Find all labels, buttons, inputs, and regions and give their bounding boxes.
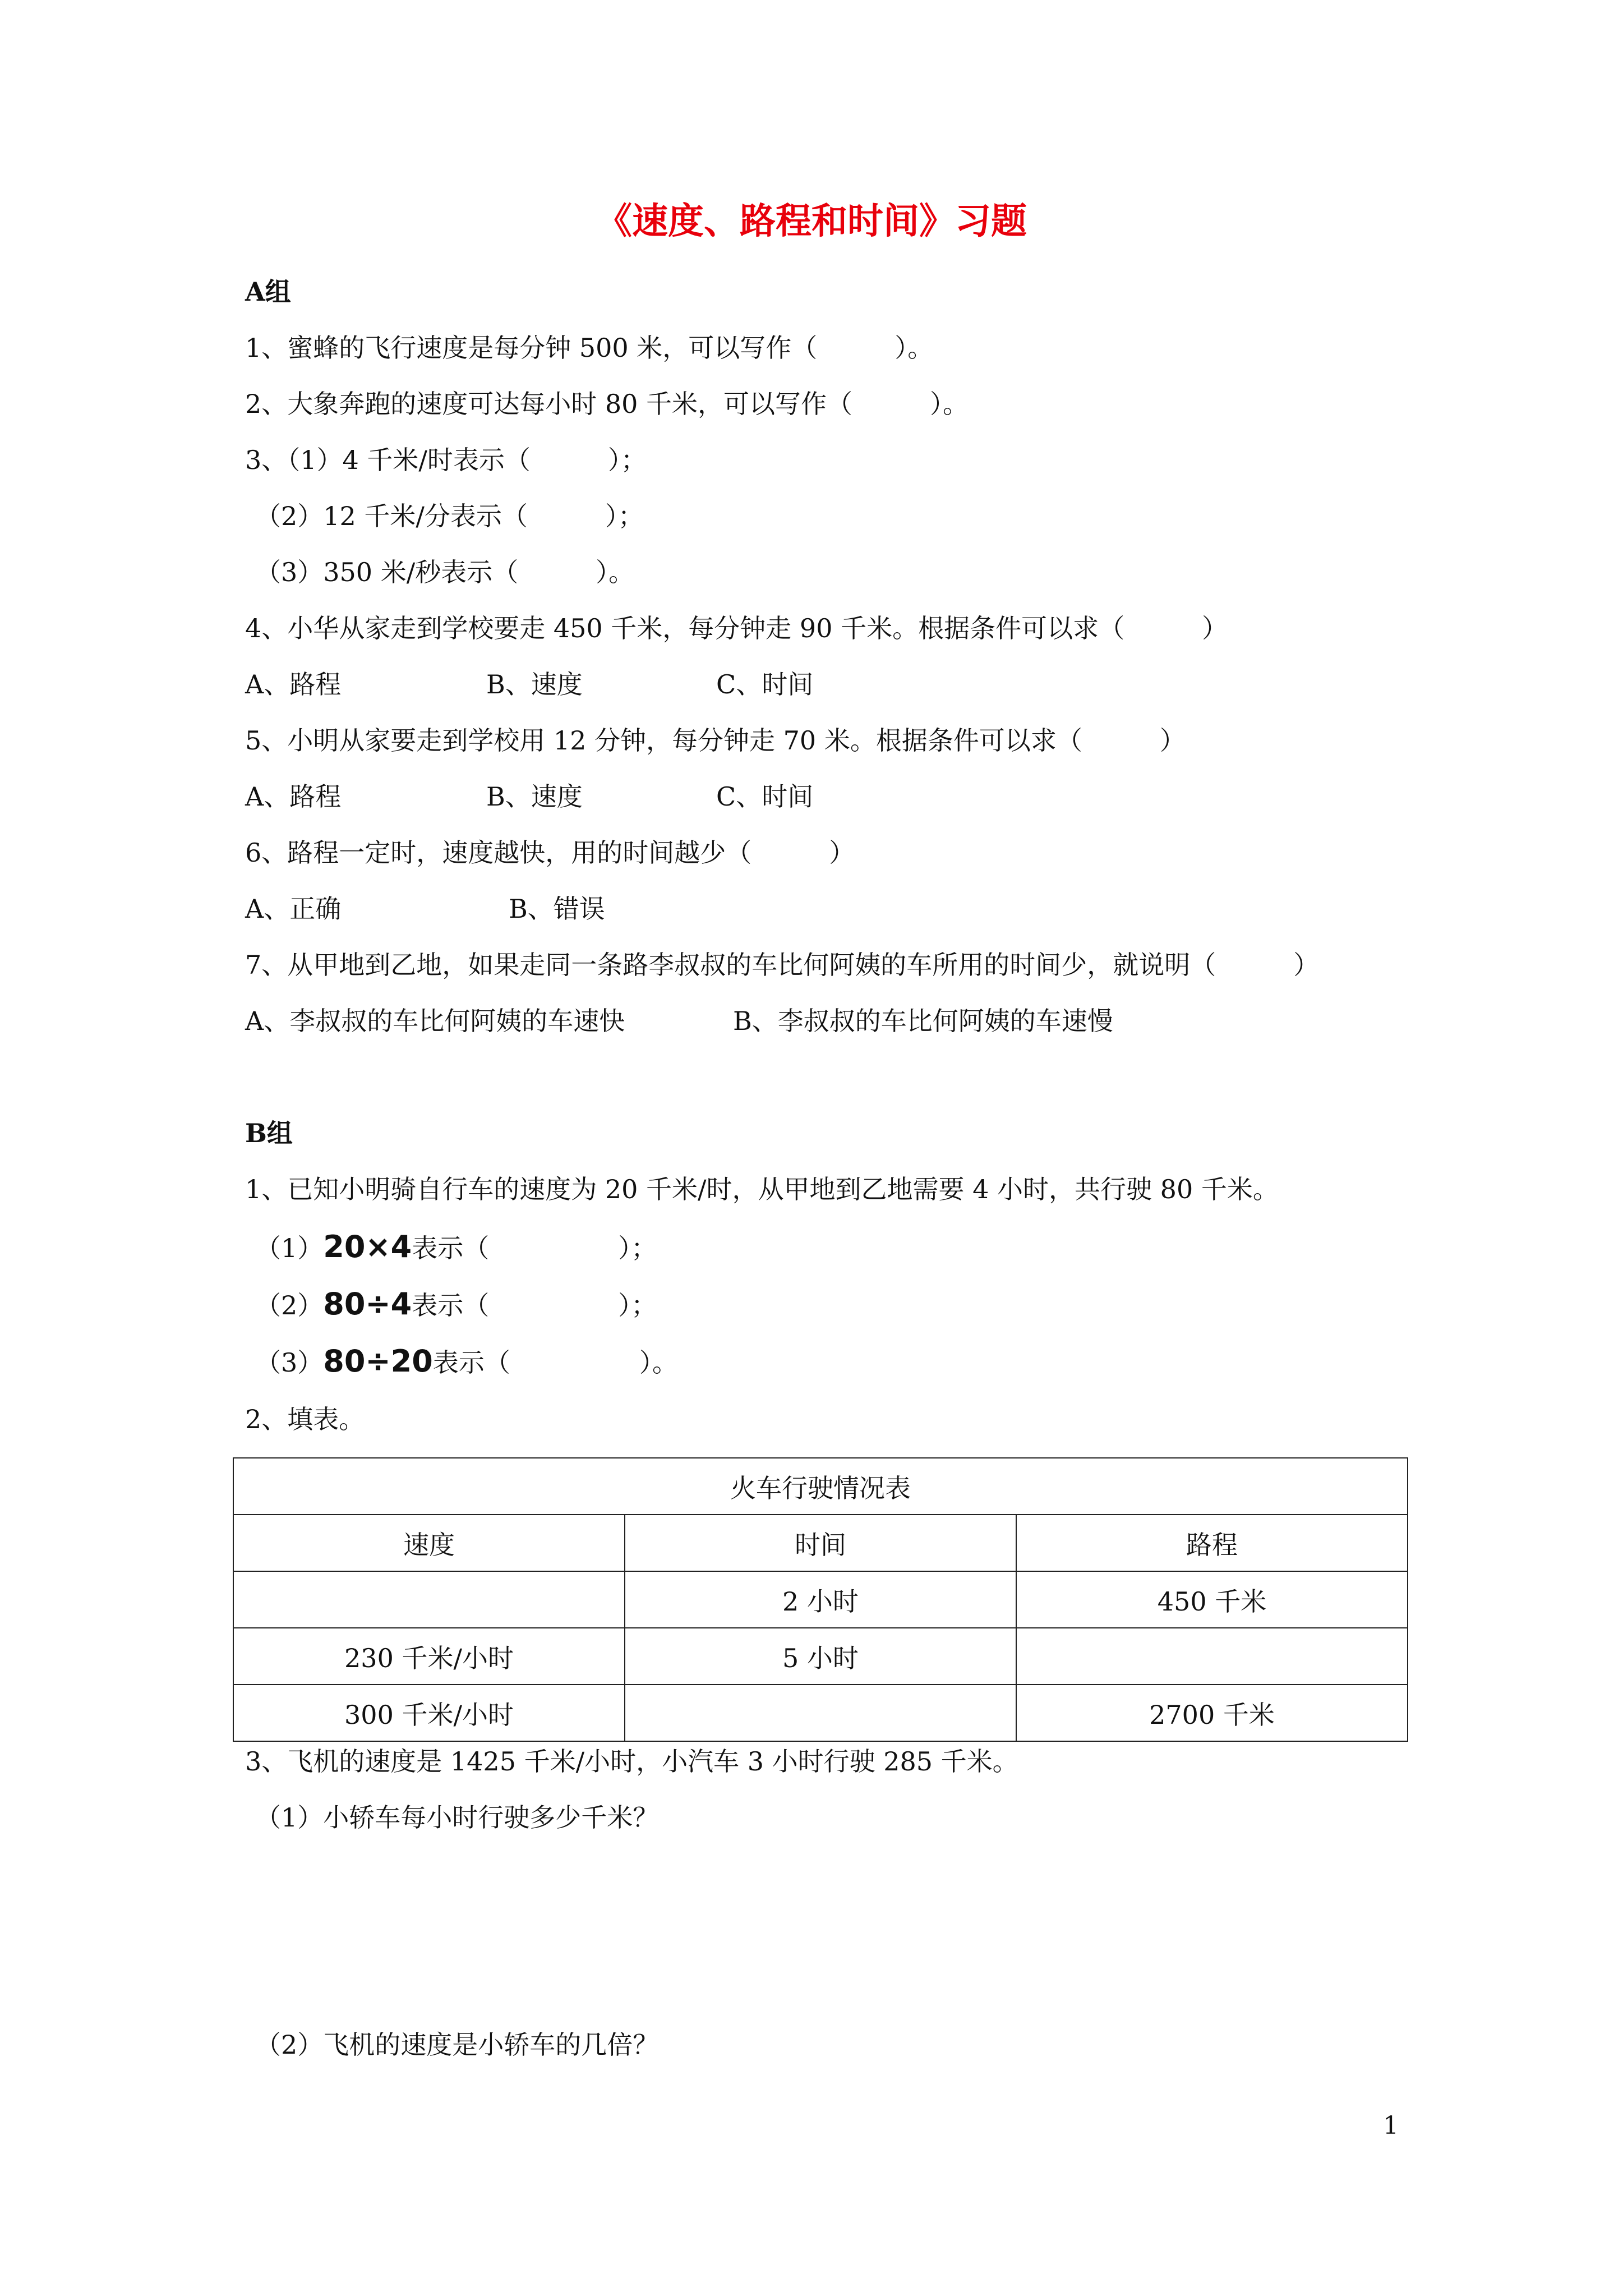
document-title: 《速度、路程和时间》习题: [596, 200, 1027, 242]
b-question-1-part-1: [255, 1227, 657, 1268]
cell-speed: 300 千米/小时: [233, 1685, 625, 1741]
b-question-3-part-1: （1）小轿车每小时行驶多少千米？: [255, 1802, 659, 1833]
cell-distance: [1016, 1628, 1408, 1685]
page-number: 1: [1383, 2111, 1399, 2140]
option-a: A、正确: [245, 894, 342, 924]
a-question-1: 1、蜜蜂的飞行速度是每分钟 500 米，可以写作（ ）。: [245, 333, 934, 363]
math-expression: 20×4: [323, 1229, 412, 1264]
cell-time: [625, 1685, 1016, 1741]
option-b: B、李叔叔的车比何阿姨的车速慢: [733, 1006, 1113, 1036]
cell-speed: [233, 1571, 625, 1628]
part-prefix: （2）: [255, 1290, 324, 1320]
cell-time: 2 小时: [625, 1571, 1016, 1628]
b-question-2: 2、填表。: [245, 1404, 365, 1434]
header-time: 时间: [625, 1515, 1016, 1571]
a-question-3-part-2: （2）12 千米/分表示（ ）；: [255, 501, 644, 531]
math-expression: 80÷20: [323, 1343, 433, 1379]
a-question-4: 4、小华从家走到学校要走 450 千米，每分钟走 90 千米。根据条件可以求（ ）: [245, 613, 1228, 643]
table-row: [233, 1571, 1408, 1628]
header-distance: 路程: [1016, 1515, 1408, 1571]
option-a: A、李叔叔的车比何阿姨的车速快: [245, 1006, 625, 1036]
b-question-1-part-2: [255, 1285, 657, 1325]
cell-distance: 450 千米: [1016, 1571, 1408, 1628]
table-row: [233, 1628, 1408, 1685]
cell-distance: 2700 千米: [1016, 1685, 1408, 1741]
part-prefix: （1）: [255, 1233, 324, 1263]
b-question-3-part-2: （2）飞机的速度是小轿车的几倍？: [255, 2030, 659, 2060]
header-speed: 速度: [233, 1515, 625, 1571]
train-travel-table: [233, 1457, 1408, 1742]
a-question-3-part-3: （3）350 米/秒表示（ ）。: [255, 557, 635, 587]
part-prefix: （3）: [255, 1347, 324, 1378]
option-b: B、错误: [509, 894, 605, 924]
table-row: [233, 1685, 1408, 1741]
math-expression: 80÷4: [323, 1286, 412, 1322]
cell-time: 5 小时: [625, 1628, 1016, 1685]
part-suffix: 表示（ ）；: [412, 1290, 657, 1320]
option-b: B、速度: [486, 781, 583, 812]
b-question-3: 3、飞机的速度是 1425 千米/小时，小汽车 3 小时行驶 285 千米。: [245, 1746, 1018, 1777]
option-b: B、速度: [486, 669, 583, 700]
option-a: A、路程: [245, 781, 342, 812]
option-a: A、路程: [245, 669, 342, 700]
a-question-5: 5、小明从家要走到学校用 12 分钟，每分钟走 70 米。根据条件可以求（ ）: [245, 725, 1186, 756]
a-question-7: 7、从甲地到乙地，如果走同一条路李叔叔的车比何阿姨的车所用的时间少，就说明（ ）: [245, 950, 1320, 980]
table-caption: 火车行驶情况表: [233, 1458, 1408, 1515]
cell-speed: 230 千米/小时: [233, 1628, 625, 1685]
b-question-1: 1、已知小明骑自行车的速度为 20 千米/时，从甲地到乙地需要 4 小时，共行驶 80 千米。: [245, 1174, 1279, 1204]
part-suffix: 表示（ ）。: [432, 1347, 678, 1378]
a-question-3: 3、（1）4 千米/时表示（ ）；: [245, 445, 647, 475]
group-b-heading: B组: [245, 1118, 293, 1148]
b-question-1-part-3: [255, 1342, 678, 1382]
table-header-row: [233, 1515, 1408, 1571]
a-question-6: 6、路程一定时，速度越快，用的时间越少（ ）: [245, 838, 855, 868]
group-a-heading: A组: [245, 277, 291, 307]
part-suffix: 表示（ ）；: [412, 1233, 657, 1263]
option-c: C、时间: [716, 781, 814, 812]
option-c: C、时间: [716, 669, 814, 700]
a-question-2: 2、大象奔跑的速度可达每小时 80 千米，可以写作（ ）。: [245, 389, 969, 419]
